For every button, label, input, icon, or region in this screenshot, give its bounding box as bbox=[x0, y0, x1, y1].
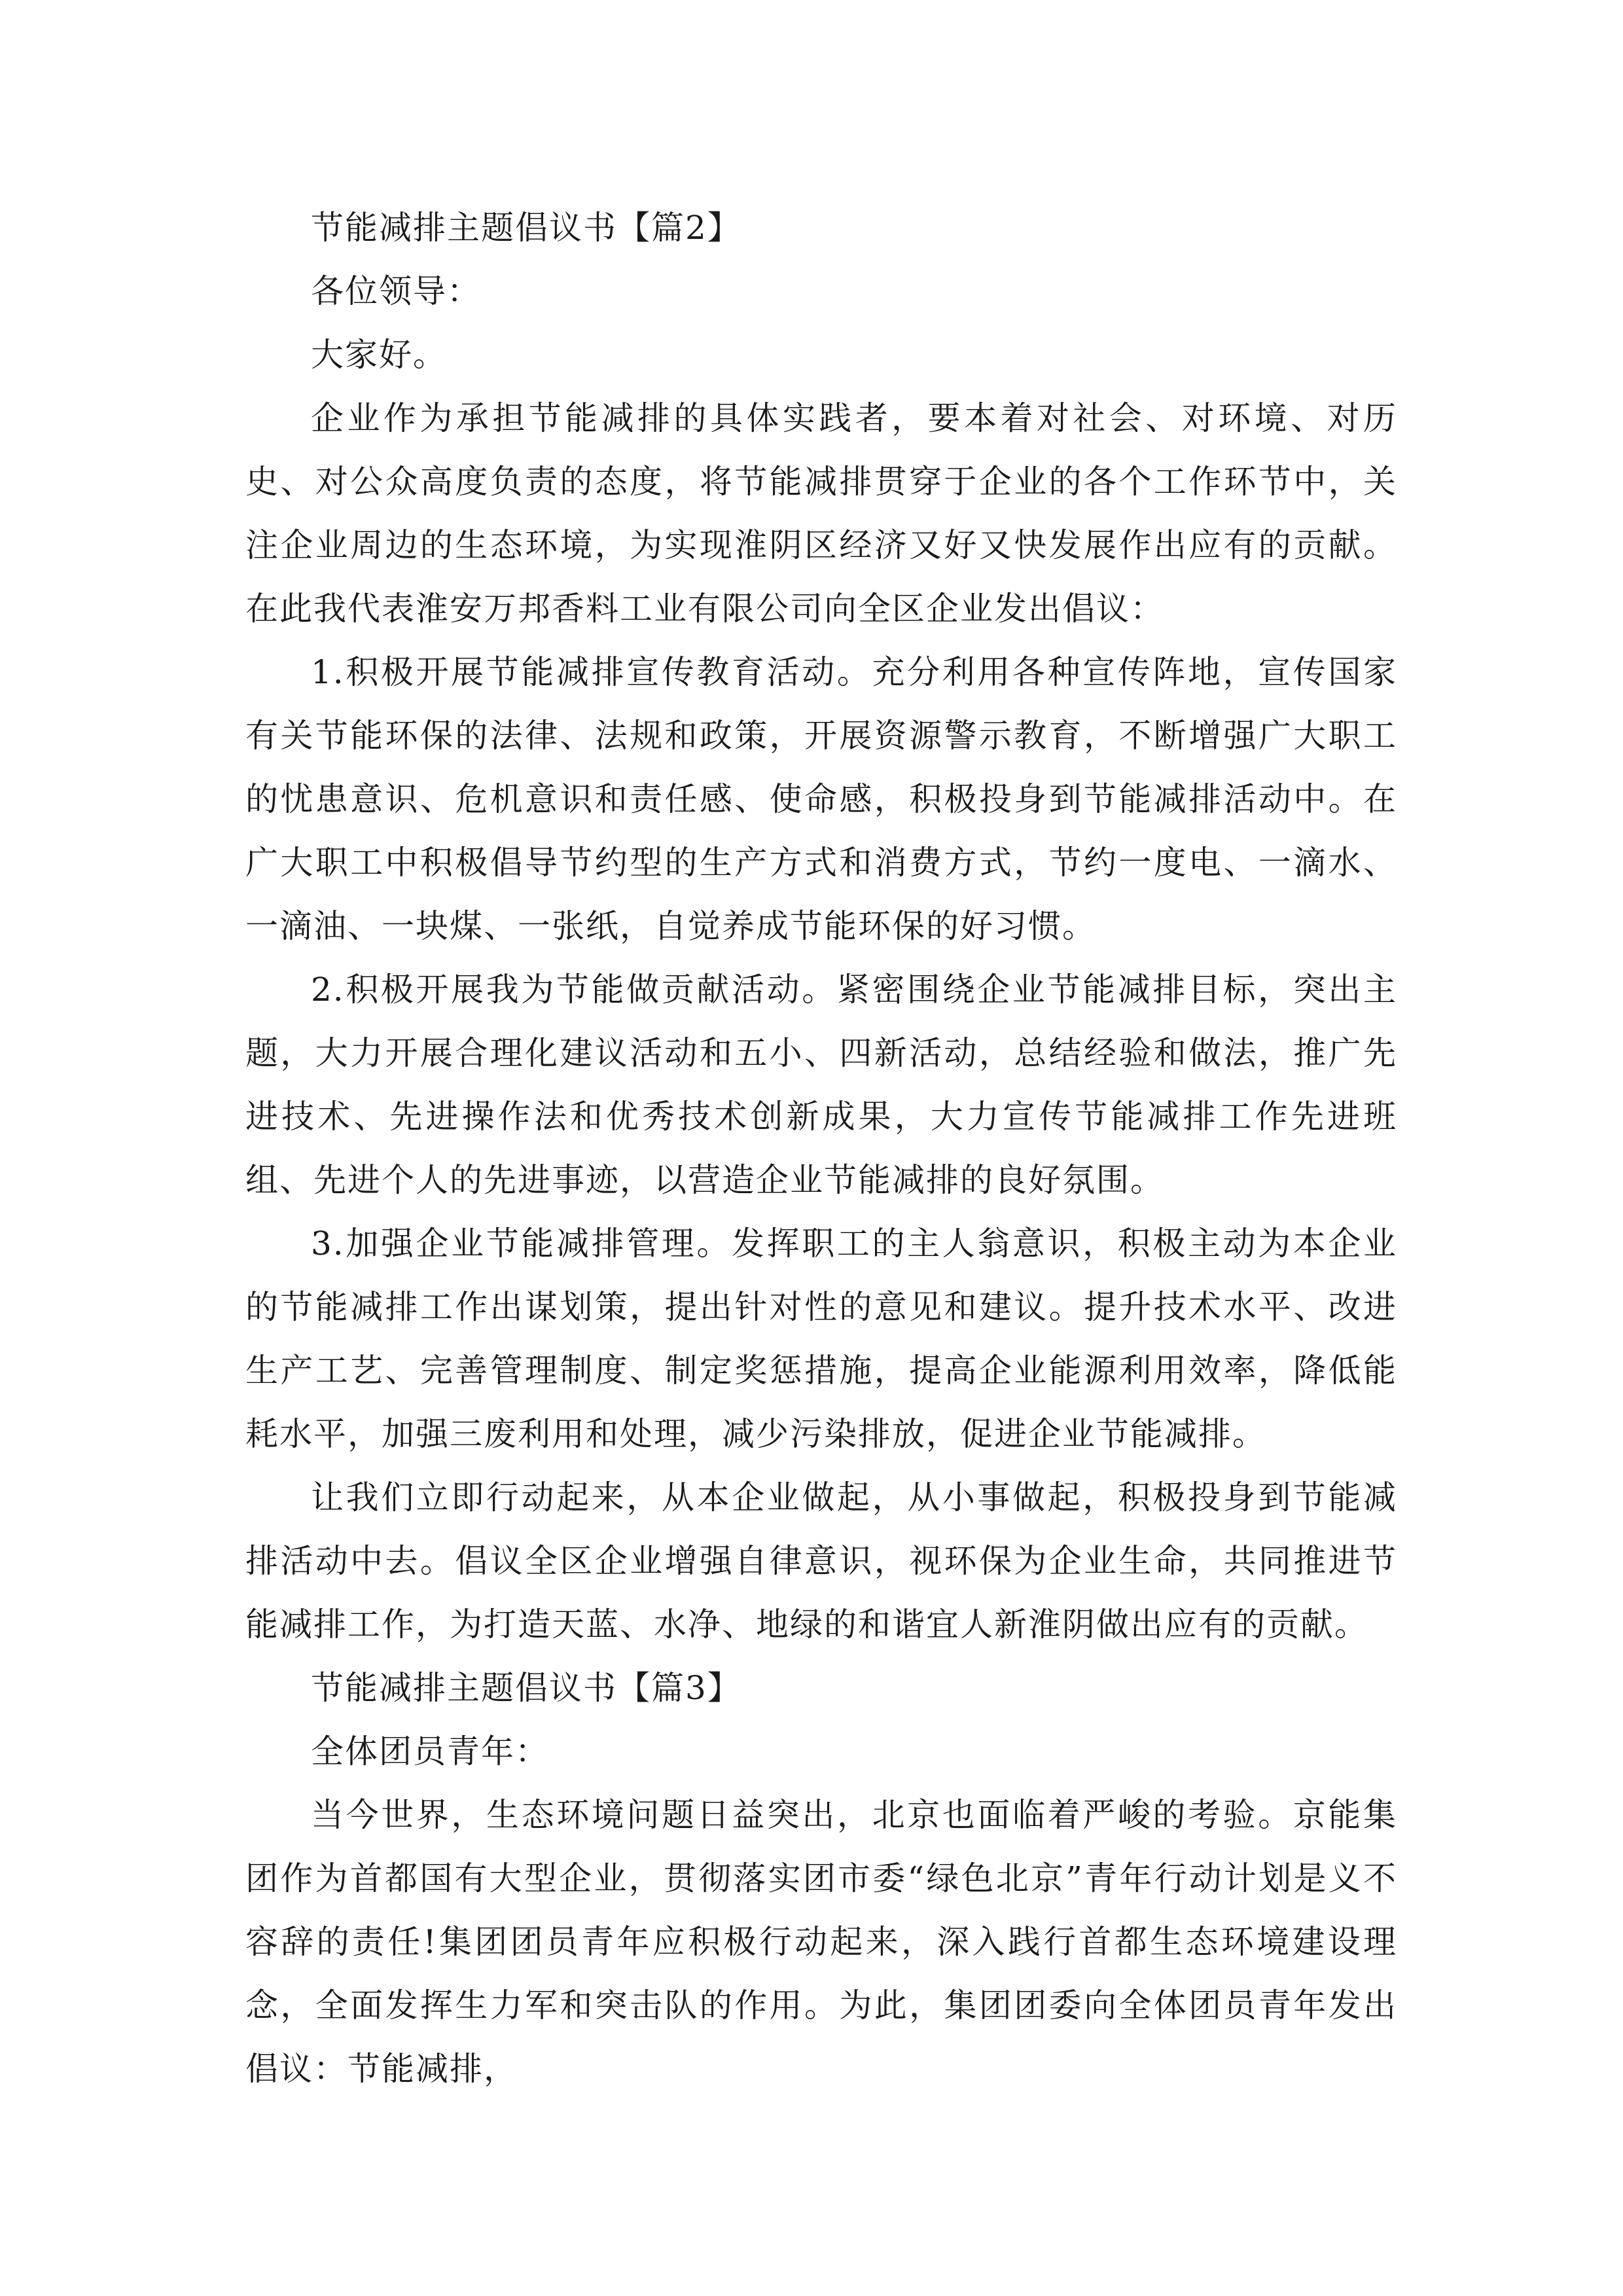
section-heading-part-2: 节能减排主题倡议书【篇2】 bbox=[311, 209, 741, 247]
part-3-intro-paragraph: 当今世界，生态环境问题日益突出，北京也面临着严峻的考验。京能集团作为首都国有大型企业，贯彻落实团市委“绿色北京”青年行动计划是义不容辞的责任!集团团员青年应积极行动起来，深入践行首都生态环境建设理念，全面发挥生力军和突击队的作用。为此，集团团委向全体团员青年发出倡议：节能减排， bbox=[245, 1796, 1397, 2088]
section-heading-part-3: 节能减排主题倡议书【篇3】 bbox=[311, 1669, 741, 1707]
greeting: 大家好。 bbox=[311, 336, 447, 374]
item-3-paragraph: 3.加强企业节能减排管理。发挥职工的主人翁意识，积极主动为本企业的节能减排工作出谋划策，提出针对性的意见和建议。提升技术水平、改进生产工艺、完善管理制度、制定奖惩措施，提高企业能源利用效率，降低能耗水平，加强三废利用和处理，减少污染排放，促进企业节能减排。 bbox=[245, 1225, 1397, 1453]
closing-paragraph: 让我们立即行动起来，从本企业做起，从小事做起，积极投身到节能减排活动中去。倡议全区企业增强自律意识，视环保为企业生命，共同推进节能减排工作，为打造天蓝、水净、地绿的和谐宜人新淮阴做出应有的贡献。 bbox=[245, 1479, 1397, 1643]
salutation-leaders: 各位领导： bbox=[311, 272, 481, 310]
salutation-youth: 全体团员青年： bbox=[311, 1732, 549, 1770]
item-2-paragraph: 2.积极开展我为节能做贡献活动。紧密围绕企业节能减排目标，突出主题，大力开展合理化建议活动和五小、四新活动，总结经验和做法，推广先进技术、先进操作法和优秀技术创新成果，大力宣传节能减排工作先进班组、先进个人的先进事迹，以营造企业节能减排的良好氛围。 bbox=[245, 971, 1397, 1199]
item-1-paragraph: 1.积极开展节能减排宣传教育活动。充分利用各种宣传阵地，宣传国家有关节能环保的法律、法规和政策，开展资源警示教育，不断增强广大职工的忧患意识、危机意识和责任感、使命感，积极投身到节能减排活动中。在广大职工中积极倡导节约型的生产方式和消费方式，节约一度电、一滴水、一滴油、一块煤、一张纸，自觉养成节能环保的好习惯。 bbox=[245, 653, 1397, 945]
intro-paragraph: 企业作为承担节能减排的具体实践者，要本着对社会、对环境、对历史、对公众高度负责的态度，将节能减排贯穿于企业的各个工作环节中，关注企业周边的生态环境，为实现淮阴区经济又好又快发展作出应有的贡献。在此我代表淮安万邦香料工业有限公司向全区企业发出倡议： bbox=[245, 399, 1397, 628]
document-body bbox=[245, 196, 1397, 2101]
